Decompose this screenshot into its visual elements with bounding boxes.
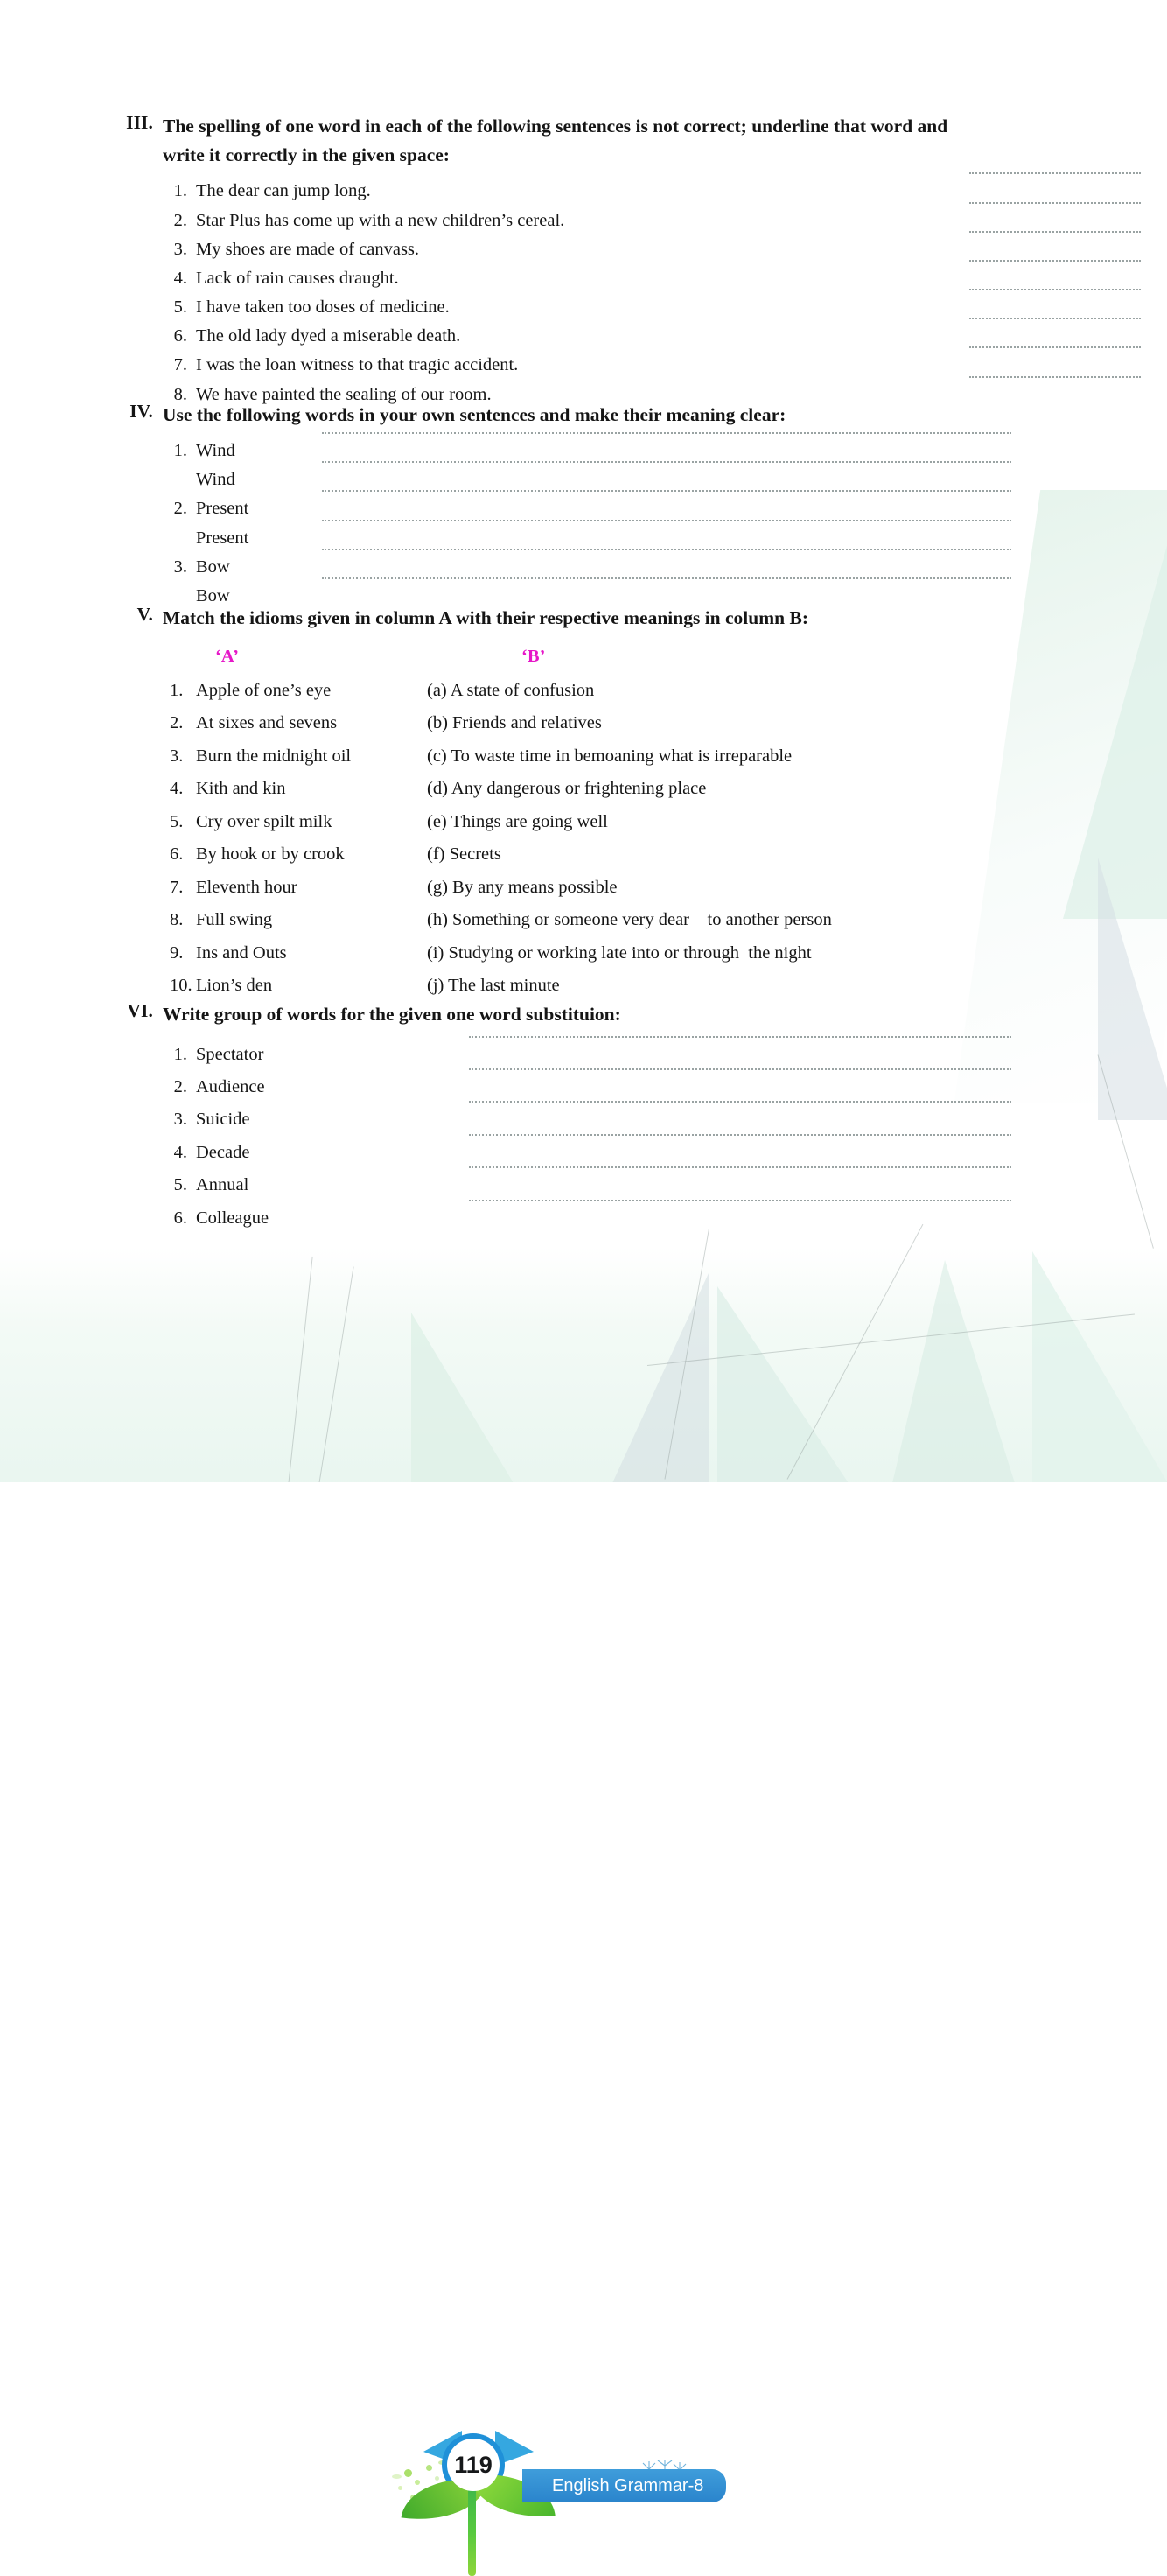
- answer-blank-line: [969, 376, 1141, 378]
- match-row: [156, 746, 997, 780]
- leaf-sparkle: [415, 2480, 420, 2485]
- item-number: 4.: [173, 268, 187, 288]
- section-v-title: Match the idioms given in column A with their respective meanings in column B:: [163, 607, 808, 628]
- section-iv-title: Use the following words in your own sentences and make their meaning clear:: [163, 404, 786, 425]
- column-b-meaning: (a) A state of confusion: [427, 680, 595, 700]
- list-item: [156, 322, 997, 351]
- answer-blank-line: [469, 1134, 1011, 1136]
- leaf-sparkle: [435, 2476, 439, 2481]
- match-row-number: 6.: [170, 844, 184, 864]
- section-iv-heading: [114, 401, 997, 430]
- item-text: Star Plus has come up with a new children’s cereal.: [196, 210, 565, 230]
- answer-blank[interactable]: [969, 206, 1141, 208]
- item-word: Wind: [196, 469, 235, 489]
- item-word: Suicide: [196, 1110, 250, 1130]
- answer-blank[interactable]: [469, 1171, 1011, 1172]
- answer-blank-line: [469, 1166, 1011, 1168]
- item-text: We have painted the sealing of our room.: [196, 384, 492, 404]
- column-a-label: ‘A’: [215, 646, 239, 666]
- list-item: [156, 351, 997, 380]
- leaf-sparkle: [404, 2469, 412, 2477]
- item-number: 6.: [173, 1208, 187, 1228]
- answer-blank[interactable]: [322, 553, 1011, 555]
- column-a-idiom: Ins and Outs: [196, 942, 287, 962]
- item-word: Bow: [196, 556, 230, 577]
- match-row: [156, 878, 997, 911]
- decor-line-6: [1098, 1054, 1154, 1248]
- answer-blank-line: [469, 1068, 1011, 1070]
- column-a-idiom: At sixes and sevens: [196, 713, 338, 733]
- section-vi-heading: [114, 1000, 997, 1029]
- item-number: 2.: [173, 210, 187, 230]
- item-text: My shoes are made of canvass.: [196, 239, 420, 259]
- item-number: 5.: [173, 1175, 187, 1195]
- answer-blank[interactable]: [469, 1138, 1011, 1140]
- answer-blank-line: [322, 490, 1011, 492]
- book-title: English Grammar-8: [552, 2475, 704, 2496]
- match-row: [156, 713, 997, 746]
- column-b-meaning: (f) Secrets: [427, 844, 501, 864]
- answer-blank-line: [322, 578, 1011, 579]
- section-vi: [114, 1000, 997, 1236]
- leaf-stem-icon: [468, 2478, 476, 2576]
- section-vi-numeral: VI.: [127, 1000, 153, 1021]
- answer-blank[interactable]: [469, 1204, 1011, 1206]
- match-row: [156, 943, 997, 976]
- item-number: 1.: [173, 181, 187, 201]
- section-iii-title: The spelling of one word in each of the following sentences is not correct; underline that word and write it correctly in the given space:: [163, 116, 948, 165]
- section-iii-list: [156, 177, 997, 410]
- match-row-number: 9.: [170, 942, 184, 962]
- list-item: [156, 177, 997, 206]
- match-row-number: 7.: [170, 877, 184, 897]
- column-a-idiom: Apple of one’s eye: [196, 680, 332, 700]
- answer-blank-line: [469, 1101, 1011, 1102]
- item-word: Present: [196, 499, 249, 519]
- column-a-idiom: Eleventh hour: [196, 877, 297, 897]
- column-b-meaning: (h) Something or someone very dear—to another person: [427, 910, 832, 930]
- answer-blank-line: [969, 318, 1141, 319]
- answer-blank-line: [969, 289, 1141, 290]
- page-number: 119: [447, 2439, 500, 2491]
- item-number: 3.: [173, 556, 187, 577]
- section-v-numeral: V.: [136, 604, 153, 625]
- match-row-number: 10.: [170, 976, 192, 996]
- answer-blank[interactable]: [969, 264, 1141, 266]
- item-number: 6.: [173, 326, 187, 346]
- item-text: Lack of rain causes draught.: [196, 268, 399, 288]
- item-word: Audience: [196, 1077, 265, 1097]
- item-text: The dear can jump long.: [196, 181, 371, 201]
- answer-blank[interactable]: [969, 293, 1141, 295]
- item-number: 8.: [173, 384, 187, 404]
- column-a-idiom: By hook or by crook: [196, 844, 345, 864]
- item-word: Colleague: [196, 1208, 269, 1228]
- answer-blank[interactable]: [969, 235, 1141, 237]
- match-row: [156, 812, 997, 845]
- answer-blank[interactable]: [322, 524, 1011, 526]
- match-row: [156, 844, 997, 878]
- section-iii-numeral: III.: [126, 112, 153, 133]
- list-item: [156, 293, 997, 322]
- item-number: 3.: [173, 239, 187, 259]
- item-number: 3.: [173, 1110, 187, 1130]
- decor-right-wedge-2: [1098, 858, 1167, 1120]
- list-item: [156, 206, 997, 235]
- item-number: 7.: [173, 355, 187, 375]
- answer-blank-line: [322, 461, 1011, 463]
- column-b-meaning: (e) Things are going well: [427, 811, 608, 831]
- column-b-meaning: (c) To waste time in bemoaning what is irreparable: [427, 746, 793, 766]
- leaf-sparkle: [398, 2486, 402, 2490]
- item-word: Spectator: [196, 1044, 264, 1064]
- column-b-label: ‘B’: [521, 646, 546, 666]
- answer-blank-line: [969, 346, 1141, 348]
- column-b-meaning: (b) Friends and relatives: [427, 713, 602, 733]
- answer-blank-line: [469, 1036, 1011, 1038]
- column-a-idiom: Kith and kin: [196, 779, 286, 799]
- book-title-banner: [522, 2469, 726, 2502]
- answer-blank[interactable]: [969, 381, 1141, 382]
- column-b-meaning: (g) By any means possible: [427, 877, 618, 897]
- answer-blank[interactable]: [969, 177, 1141, 178]
- answer-blank-line: [969, 202, 1141, 204]
- section-vi-list: [156, 1040, 997, 1236]
- column-a-idiom: Lion’s den: [196, 976, 273, 996]
- item-number: 1.: [173, 440, 187, 460]
- answer-blank-line: [322, 520, 1011, 522]
- section-iii: [114, 112, 997, 410]
- decor-right-wedge-1: [1063, 542, 1167, 919]
- item-number: 2.: [173, 499, 187, 519]
- item-word: Present: [196, 528, 249, 548]
- section-iv-numeral: IV.: [129, 401, 153, 422]
- page-footer: [0, 1225, 1167, 2496]
- match-row-number: 3.: [170, 746, 184, 766]
- column-b-meaning: (j) The last minute: [427, 976, 560, 996]
- section-v: [114, 604, 997, 1009]
- answer-blank[interactable]: [322, 437, 1011, 438]
- answer-blank[interactable]: [469, 1040, 1011, 1042]
- answer-blank-line: [969, 172, 1141, 174]
- match-row: [156, 681, 997, 714]
- section-vi-title: Write group of words for the given one word substituion:: [163, 1004, 621, 1025]
- match-row-number: 1.: [170, 680, 184, 700]
- list-item: [156, 264, 997, 293]
- match-row: [156, 910, 997, 943]
- column-b-meaning: (i) Studying or working late into or through the night: [427, 942, 812, 962]
- item-number: 5.: [173, 298, 187, 318]
- item-number: 1.: [173, 1044, 187, 1064]
- match-row-number: 4.: [170, 779, 184, 799]
- item-word: Bow: [196, 586, 230, 606]
- answer-blank[interactable]: [969, 351, 1141, 353]
- item-word: Wind: [196, 440, 235, 460]
- item-number: 2.: [173, 1077, 187, 1097]
- item-number: 4.: [173, 1142, 187, 1162]
- answer-blank[interactable]: [322, 582, 1011, 584]
- column-a-idiom: Burn the midnight oil: [196, 746, 352, 766]
- answer-blank-line: [969, 231, 1141, 233]
- answer-blank-line: [469, 1200, 1011, 1201]
- item-word: Decade: [196, 1142, 250, 1162]
- item-word: Annual: [196, 1175, 249, 1195]
- match-row-number: 5.: [170, 811, 184, 831]
- match-rows: [156, 681, 997, 1009]
- item-text: The old lady dyed a miserable death.: [196, 326, 461, 346]
- answer-blank-line: [322, 432, 1011, 434]
- answer-blank[interactable]: [322, 466, 1011, 467]
- list-item: [156, 235, 997, 264]
- section-iii-heading: [114, 112, 997, 169]
- section-iv: [114, 401, 997, 611]
- match-row-number: 2.: [170, 713, 184, 733]
- item-text: I was the loan witness to that tragic accident.: [196, 355, 519, 375]
- column-b-meaning: (d) Any dangerous or frightening place: [427, 779, 707, 799]
- section-iv-list: [156, 437, 997, 612]
- answer-blank[interactable]: [969, 322, 1141, 324]
- column-a-idiom: Full swing: [196, 910, 273, 930]
- answer-blank[interactable]: [469, 1105, 1011, 1107]
- answer-blank-line: [322, 549, 1011, 550]
- section-v-heading: [114, 604, 997, 633]
- answer-blank[interactable]: [322, 494, 1011, 496]
- match-row-number: 8.: [170, 910, 184, 930]
- match-row: [156, 779, 997, 812]
- answer-blank-line: [969, 260, 1141, 262]
- answer-blank[interactable]: [469, 1073, 1011, 1074]
- item-text: I have taken too doses of medicine.: [196, 298, 450, 318]
- match-column-headers: [156, 647, 997, 667]
- column-a-idiom: Cry over spilt milk: [196, 811, 332, 831]
- leaf-sparkle: [426, 2465, 432, 2471]
- leaf-sparkle: [392, 2474, 402, 2479]
